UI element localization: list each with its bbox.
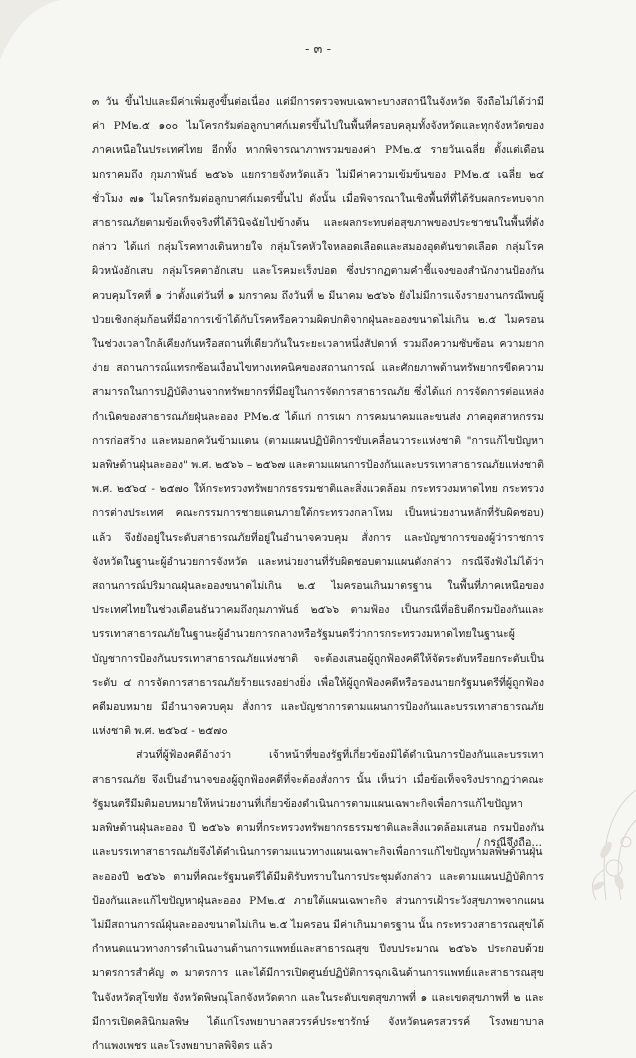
page-number: - ๓ - [305, 42, 331, 57]
document-body [92, 90, 544, 1058]
continuation-marker: / กรณีจึงถือ... [476, 836, 542, 849]
paragraph-2: ส่วนที่ผู้ฟ้องคดีอ้างว่า เจ้าหน้าที่ของรัฐที่เกี่ยวข้องมิได้ดำเนินการป้องกันและบรรเทาสาธารณภัย จึงเป็นอำนาจของผู้ถูกฟ้องคดีที่จะต้องสั่งการ นั้น เห็นว่า เมื่อข้อเท็จจริงปรากฏว่าคณะรัฐมนตรีมีมติมอบหมายให้หน่วยงานที่เกี่ยวข้องดำเนินการตามแผนเฉพาะกิจเพื่อการแก้ไขปัญหามลพิษด้านฝุ่นละออง ปี ๒๕๖๖ ตามที่กระทรวงทรัพยากรธรรมชาติและสิ่งแวดล้อมเสนอ กรมป้องกันและบรรเทาสาธารณภัยจึงได้ดำเนินการตามแนวทางแผนเฉพาะกิจเพื่อการแก้ไขปัญหามลพิษด้านฝุ่นละอองปี ๒๕๖๖ ตามที่คณะรัฐมนตรีได้มีมติรับทราบในการประชุมดังกล่าว และตามแผนปฏิบัติการป้องกันและแก้ไขปัญหาฝุ่นละออง PM๒.๕ ภายใต้แผนเฉพาะกิจ ส่วนการเฝ้าระวังสุขภาพจากแผนไม่มีสถานการณ์ฝุ่นละอองขนาดไม่เกิน ๒.๕ ไมครอน มีค่าเกินมาตรฐาน นั้น กระทรวงสาธารณสุขได้กำหนดแนวทางการดำเนินงานด้านการแพทย์และสาธารณสุข ปีงบประมาณ ๒๕๖๖ ประกอบด้วยมาตรการสำคัญ ๓ มาตรการ และได้มีการเปิดศูนย์ปฏิบัติการฉุกเฉินด้านการแพทย์และสาธารณสุขในจังหวัดสุโขทัย จังหวัดพิษณุโลกจังหวัดตาก และในระดับเขตสุขภาพที่ ๑ และเขตสุขภาพที่ ๒ และมีการเปิดคลินิกมลพิษ ได้แก่โรงพยาบาลสวรรค์ประชารักษ์ จังหวัดนครสวรรค์ โรงพยาบาลกำแพงเพชร และโรงพยาบาลพิจิตร แล้ว [92, 749, 544, 1052]
paragraph-1: ๓ วัน ขึ้นไปและมีค่าเพิ่มสูงขึ้นต่อเนื่อง แต่มีการตรวจพบเฉพาะบางสถานีในจังหวัด จึงถือไม่ได้ว่ามีค่า PM๒.๕ ๑๐๐ ไมโครกรัมต่อลูกบาศก์เมตรขึ้นไปในพื้นที่ครอบคลุมทั้งจังหวัดและทุกจังหวัดของภาคเหนือในประเทศไทย อีกทั้ง หากพิจารณาภาพรวมของค่า PM๒.๕ รายวันเฉลี่ย ตั้งแต่เดือนมกราคมถึง กุมภาพันธ์ ๒๕๖๖ แยกรายจังหวัดแล้ว ไม่มีค่าความเข้มข้นของ PM๒.๕ เฉลี่ย ๒๔ ชั่วโมง ๗๑ ไมโครกรัมต่อลูกบาศก์เมตรขึ้นไป ดังนั้น เมื่อพิจารณาในเชิงพื้นที่ที่ได้รับผลกระทบจากสาธารณภัยตามข้อเท็จจริงที่ได้วินิจฉัยไปข้างต้น และผลกระทบต่อสุขภาพของประชาชนในพื้นที่ดังกล่าว ได้แก่ กลุ่มโรคทางเดินหายใจ กลุ่มโรคหัวใจหลอดเลือดและสมองอุดตันขาดเลือด กลุ่มโรคผิวหนังอักเสบ กลุ่มโรคตาอักเสบ และโรคมะเร็งปอด ซึ่งปรากฏตามคำชี้แจงของสำนักงานป้องกันควบคุมโรคที่ ๑ ว่าตั้งแต่วันที่ ๑ มกราคม ถึงวันที่ ๒ มีนาคม ๒๕๖๖ ยังไม่มีการแจ้งรายงานกรณีพบผู้ป่วยเชิงกลุ่มก้อนที่มีอาการเข้าได้กับโรคหรือความผิดปกติจากฝุ่นละอองขนาดไม่เกิน ๒.๕ ไมครอน ในช่วงเวลาใกล้เคียงกันหรือสถานที่เดียวกันในระยะเวลาหนึ่งสัปดาห์ รวมถึงความซับซ้อน ความยากง่าย สถานการณ์แทรกซ้อนเงื่อนไขทางเทคนิคของสถานการณ์ และศักยภาพด้านทรัพยากรขีดความสามารถในการปฏิบัติงานจากทรัพยากรที่มีอยู่ในการจัดการสาธารณภัย ซึ่งได้แก่ การจัดการต่อแหล่งกำเนิดของสาธารณภัยฝุ่นละออง PM๒.๕ ได้แก่ การเผา การคมนาคมและขนส่ง ภาคอุตสาหกรรม การก่อสร้าง และหมอกควันข้ามแดน (ตามแผนปฏิบัติการขับเคลื่อนวาระแห่งชาติ "การแก้ไขปัญหามลพิษด้านฝุ่นละออง" พ.ศ. ๒๕๖๖ – ๒๕๖๗ และตามแผนการป้องกันและบรรเทาสาธารณภัยแห่งชาติ พ.ศ. ๒๕๖๔ - ๒๕๗๐ ให้กระทรวงทรัพยากรธรรมชาติและสิ่งแวดล้อม กระทรวงมหาดไทย กระทรวงการต่างประเทศ คณะกรรมการชายแดนภายใต้กระทรวงกลาโหม เป็นหน่วยงานหลักที่รับผิดชอบ) แล้ว จึงยังอยู่ในระดับสาธารณภัยที่อยู่ในอำนาจควบคุม สั่งการ และบัญชาการของผู้ว่าราชการจังหวัดในฐานะผู้อำนวยการจังหวัด และหน่วยงานที่รับผิดชอบตามแผนดังกล่าว กรณีจึงฟังไม่ได้ว่า สถานการณ์ปริมาณฝุ่นละอองขนาดไม่เกิน ๒.๕ ไมครอนเกินมาตรฐาน ในพื้นที่ภาคเหนือของประเทศไทยในช่วงเดือนธันวาคมถึงกุมภาพันธ์ ๒๕๖๖ ตามฟ้อง เป็นกรณีที่อธิบดีกรมป้องกันและบรรเทาสาธารณภัยในฐานะผู้อำนวยการกลางหรือรัฐมนตรีว่าการกระทรวงมหาดไทยในฐานะผู้บัญชาการป้องกันบรรเทาสาธารณภัยแห่งชาติ จะต้องเสนอผู้ถูกฟ้องคดีให้จัดระดับหรือยกระดับเป็นระดับ ๔ การจัดการสาธารณภัยร้ายแรงอย่างยิ่ง เพื่อให้ผู้ถูกฟ้องคดีหรือรองนายกรัฐมนตรีที่ผู้ถูกฟ้องคดีมอบหมาย มีอำนาจควบคุม สั่งการ และบัญชาการตามแผนการป้องกันและบรรเทาสาธารณภัยแห่งชาติ พ.ศ. ๒๕๖๔ - ๒๕๗๐ [92, 96, 544, 738]
decorative-floral-corner [486, 750, 636, 900]
